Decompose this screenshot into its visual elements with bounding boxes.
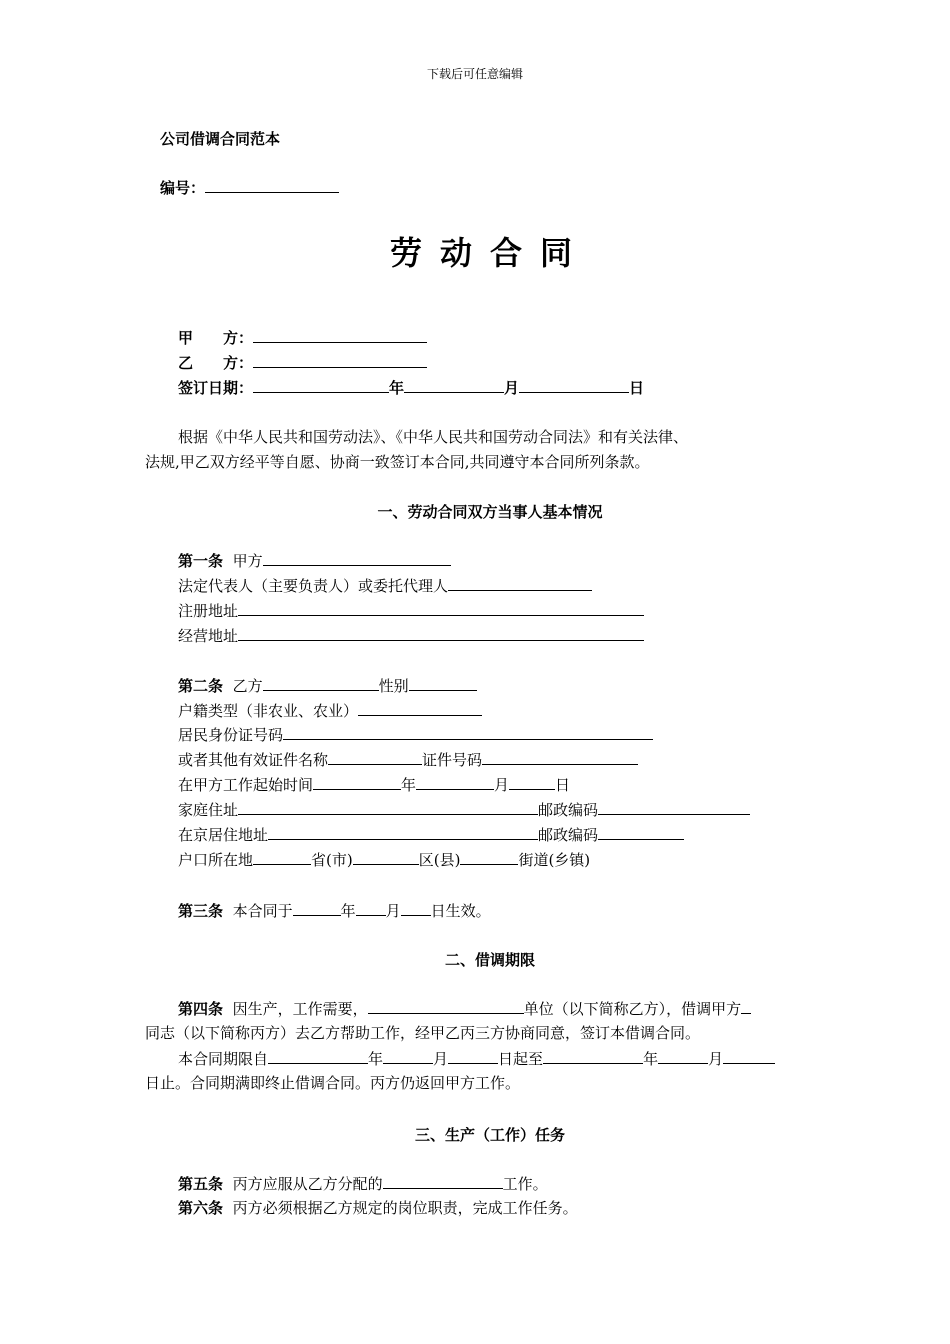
reg-address-field[interactable] <box>238 600 644 616</box>
household-label: 户籍类型（非农业、农业） <box>178 702 359 720</box>
sign-year-field[interactable] <box>253 377 389 393</box>
bj-address-field[interactable] <box>268 824 538 840</box>
assigned-work-field[interactable] <box>383 1173 503 1189</box>
sign-month-field[interactable] <box>404 377 504 393</box>
article-5-row <box>178 1173 548 1194</box>
province-label: 省(市) <box>311 851 353 869</box>
bj-address-label: 在京居住地址 <box>178 826 269 844</box>
section-heading-3: 三、生产（工作）任务 <box>414 1126 565 1144</box>
article-1-row <box>178 550 451 571</box>
article-5-suffix: 工作。 <box>502 1175 548 1193</box>
party-a-name-field[interactable] <box>263 550 451 566</box>
id-number-field[interactable] <box>283 724 653 740</box>
op-address-field[interactable] <box>238 625 644 641</box>
hukou-row <box>178 849 590 870</box>
article-6-text: 丙方必须根据乙方规定的岗位职责，完成工作任务。 <box>232 1199 578 1217</box>
reg-address-row <box>178 600 644 621</box>
unit-field[interactable] <box>368 998 524 1014</box>
party-a-field[interactable] <box>253 327 427 343</box>
article-6-row <box>178 1198 578 1218</box>
party-b-label: 乙 方： <box>178 354 254 372</box>
article-3-row <box>178 900 491 921</box>
effective-suffix: 日生效。 <box>430 902 491 920</box>
postcode-label: 邮政编码 <box>538 801 599 819</box>
party-a-row <box>178 327 427 348</box>
doc-number-label: 证件号码 <box>422 751 483 769</box>
term-label: 本合同期限自 <box>178 1050 269 1068</box>
article-4-line-2: 同志（以下简称丙方）去乙方帮助工作，经甲乙丙三方协商同意，签订本借调合同。 <box>145 1024 701 1042</box>
article-2-row <box>178 675 477 696</box>
doc-number-field[interactable] <box>482 749 638 765</box>
main-title: 劳动合同 <box>389 234 590 272</box>
term-from-label: 日起至 <box>498 1050 544 1068</box>
other-doc-field[interactable] <box>328 749 422 765</box>
legal-rep-field[interactable] <box>448 575 592 591</box>
start-time-label: 在甲方工作起始时间 <box>178 776 314 794</box>
party-b-text: 乙方 <box>232 677 263 695</box>
term-end-day-field[interactable] <box>723 1048 775 1064</box>
legal-rep-label: 法定代表人（主要负责人）或委托代理人 <box>178 577 449 595</box>
party-a-colleague-field[interactable] <box>741 998 751 1014</box>
postcode-label: 邮政编码 <box>538 826 599 844</box>
contract-number-label: 编号： <box>160 179 206 197</box>
year-label: 年 <box>368 1050 384 1068</box>
term-end-year-field[interactable] <box>543 1048 643 1064</box>
month-label: 月 <box>433 1050 449 1068</box>
bj-postcode-field[interactable] <box>598 824 684 840</box>
term-start-month-field[interactable] <box>383 1048 433 1064</box>
province-field[interactable] <box>253 849 311 865</box>
op-address-label: 经营地址 <box>178 627 239 645</box>
document-title: 公司借调合同范本 <box>160 130 281 148</box>
id-number-label: 居民身份证号码 <box>178 726 284 744</box>
month-label: 月 <box>708 1050 724 1068</box>
year-label: 年 <box>643 1050 659 1068</box>
article-4-label: 第四条 <box>178 1000 224 1018</box>
sign-date-label: 签订日期： <box>178 379 254 397</box>
effective-year-field[interactable] <box>293 900 341 916</box>
day-label: 日 <box>555 776 571 794</box>
term-start-day-field[interactable] <box>448 1048 498 1064</box>
preamble-line-2: 法规,甲乙双方经平等自愿、协商一致签订本合同,共同遵守本合同所列条款。 <box>145 453 650 471</box>
gender-label: 性别 <box>378 677 409 695</box>
other-doc-row <box>178 749 638 770</box>
home-address-row <box>178 799 750 820</box>
street-field[interactable] <box>460 849 518 865</box>
preamble-line-1: 根据《中华人民共和国劳动法》、《中华人民共和国劳动合同法》和有关法律、 <box>178 428 689 446</box>
hukou-label: 户口所在地 <box>178 851 254 869</box>
party-a-text: 甲方 <box>232 552 263 570</box>
article-1-label: 第一条 <box>178 552 224 570</box>
year-label: 年 <box>389 379 405 397</box>
month-label: 月 <box>504 379 520 397</box>
id-number-row <box>178 724 653 745</box>
home-postcode-field[interactable] <box>598 799 750 815</box>
household-row <box>178 700 482 721</box>
effective-month-field[interactable] <box>356 900 386 916</box>
start-day-field[interactable] <box>509 774 555 790</box>
district-label: 区(县) <box>418 851 461 869</box>
term-end-month-field[interactable] <box>658 1048 708 1064</box>
bj-address-row <box>178 824 684 845</box>
year-label: 年 <box>401 776 417 794</box>
home-address-label: 家庭住址 <box>178 801 239 819</box>
district-field[interactable] <box>353 849 419 865</box>
street-label: 街道(乡镇) <box>518 851 591 869</box>
reg-address-label: 注册地址 <box>178 602 239 620</box>
header-note: 下载后可任意编辑 <box>426 67 523 81</box>
year-label: 年 <box>340 902 356 920</box>
other-doc-label: 或者其他有效证件名称 <box>178 751 329 769</box>
day-label: 日 <box>629 379 645 397</box>
household-field[interactable] <box>358 700 482 716</box>
term-end-line: 日止。合同期满即终止借调合同。丙方仍返回甲方工作。 <box>145 1074 521 1092</box>
article-4-text: 因生产，工作需要， <box>232 1000 368 1018</box>
month-label: 月 <box>494 776 510 794</box>
effective-day-field[interactable] <box>401 900 431 916</box>
article-3-label: 第三条 <box>178 902 224 920</box>
party-b-field[interactable] <box>253 352 427 368</box>
op-address-row <box>178 625 644 646</box>
home-address-field[interactable] <box>238 799 538 815</box>
article-5-label: 第五条 <box>178 1175 224 1193</box>
article-4-text-2: 单位（以下简称乙方），借调甲方 <box>523 1000 742 1018</box>
sign-date-row <box>178 377 644 398</box>
start-year-field[interactable] <box>313 774 401 790</box>
article-3-text: 本合同于 <box>232 902 293 920</box>
start-time-row <box>178 774 570 795</box>
article-2-label: 第二条 <box>178 677 224 695</box>
party-b-row <box>178 352 427 373</box>
section-heading-1: 一、劳动合同双方当事人基本情况 <box>377 503 603 521</box>
party-a-label: 甲 方： <box>178 329 254 347</box>
contract-number-row <box>160 177 339 198</box>
contract-number-field[interactable] <box>205 177 339 193</box>
term-start-year-field[interactable] <box>268 1048 368 1064</box>
month-label: 月 <box>385 902 401 920</box>
article-6-label: 第六条 <box>178 1199 224 1217</box>
gender-field[interactable] <box>409 675 477 691</box>
party-b-name-field[interactable] <box>263 675 379 691</box>
legal-rep-row <box>178 575 592 596</box>
term-row <box>178 1048 775 1069</box>
article-5-text: 丙方应服从乙方分配的 <box>232 1175 383 1193</box>
article-4-row <box>178 998 751 1019</box>
start-month-field[interactable] <box>416 774 494 790</box>
section-heading-2: 二、借调期限 <box>444 951 535 969</box>
sign-day-field[interactable] <box>519 377 629 393</box>
